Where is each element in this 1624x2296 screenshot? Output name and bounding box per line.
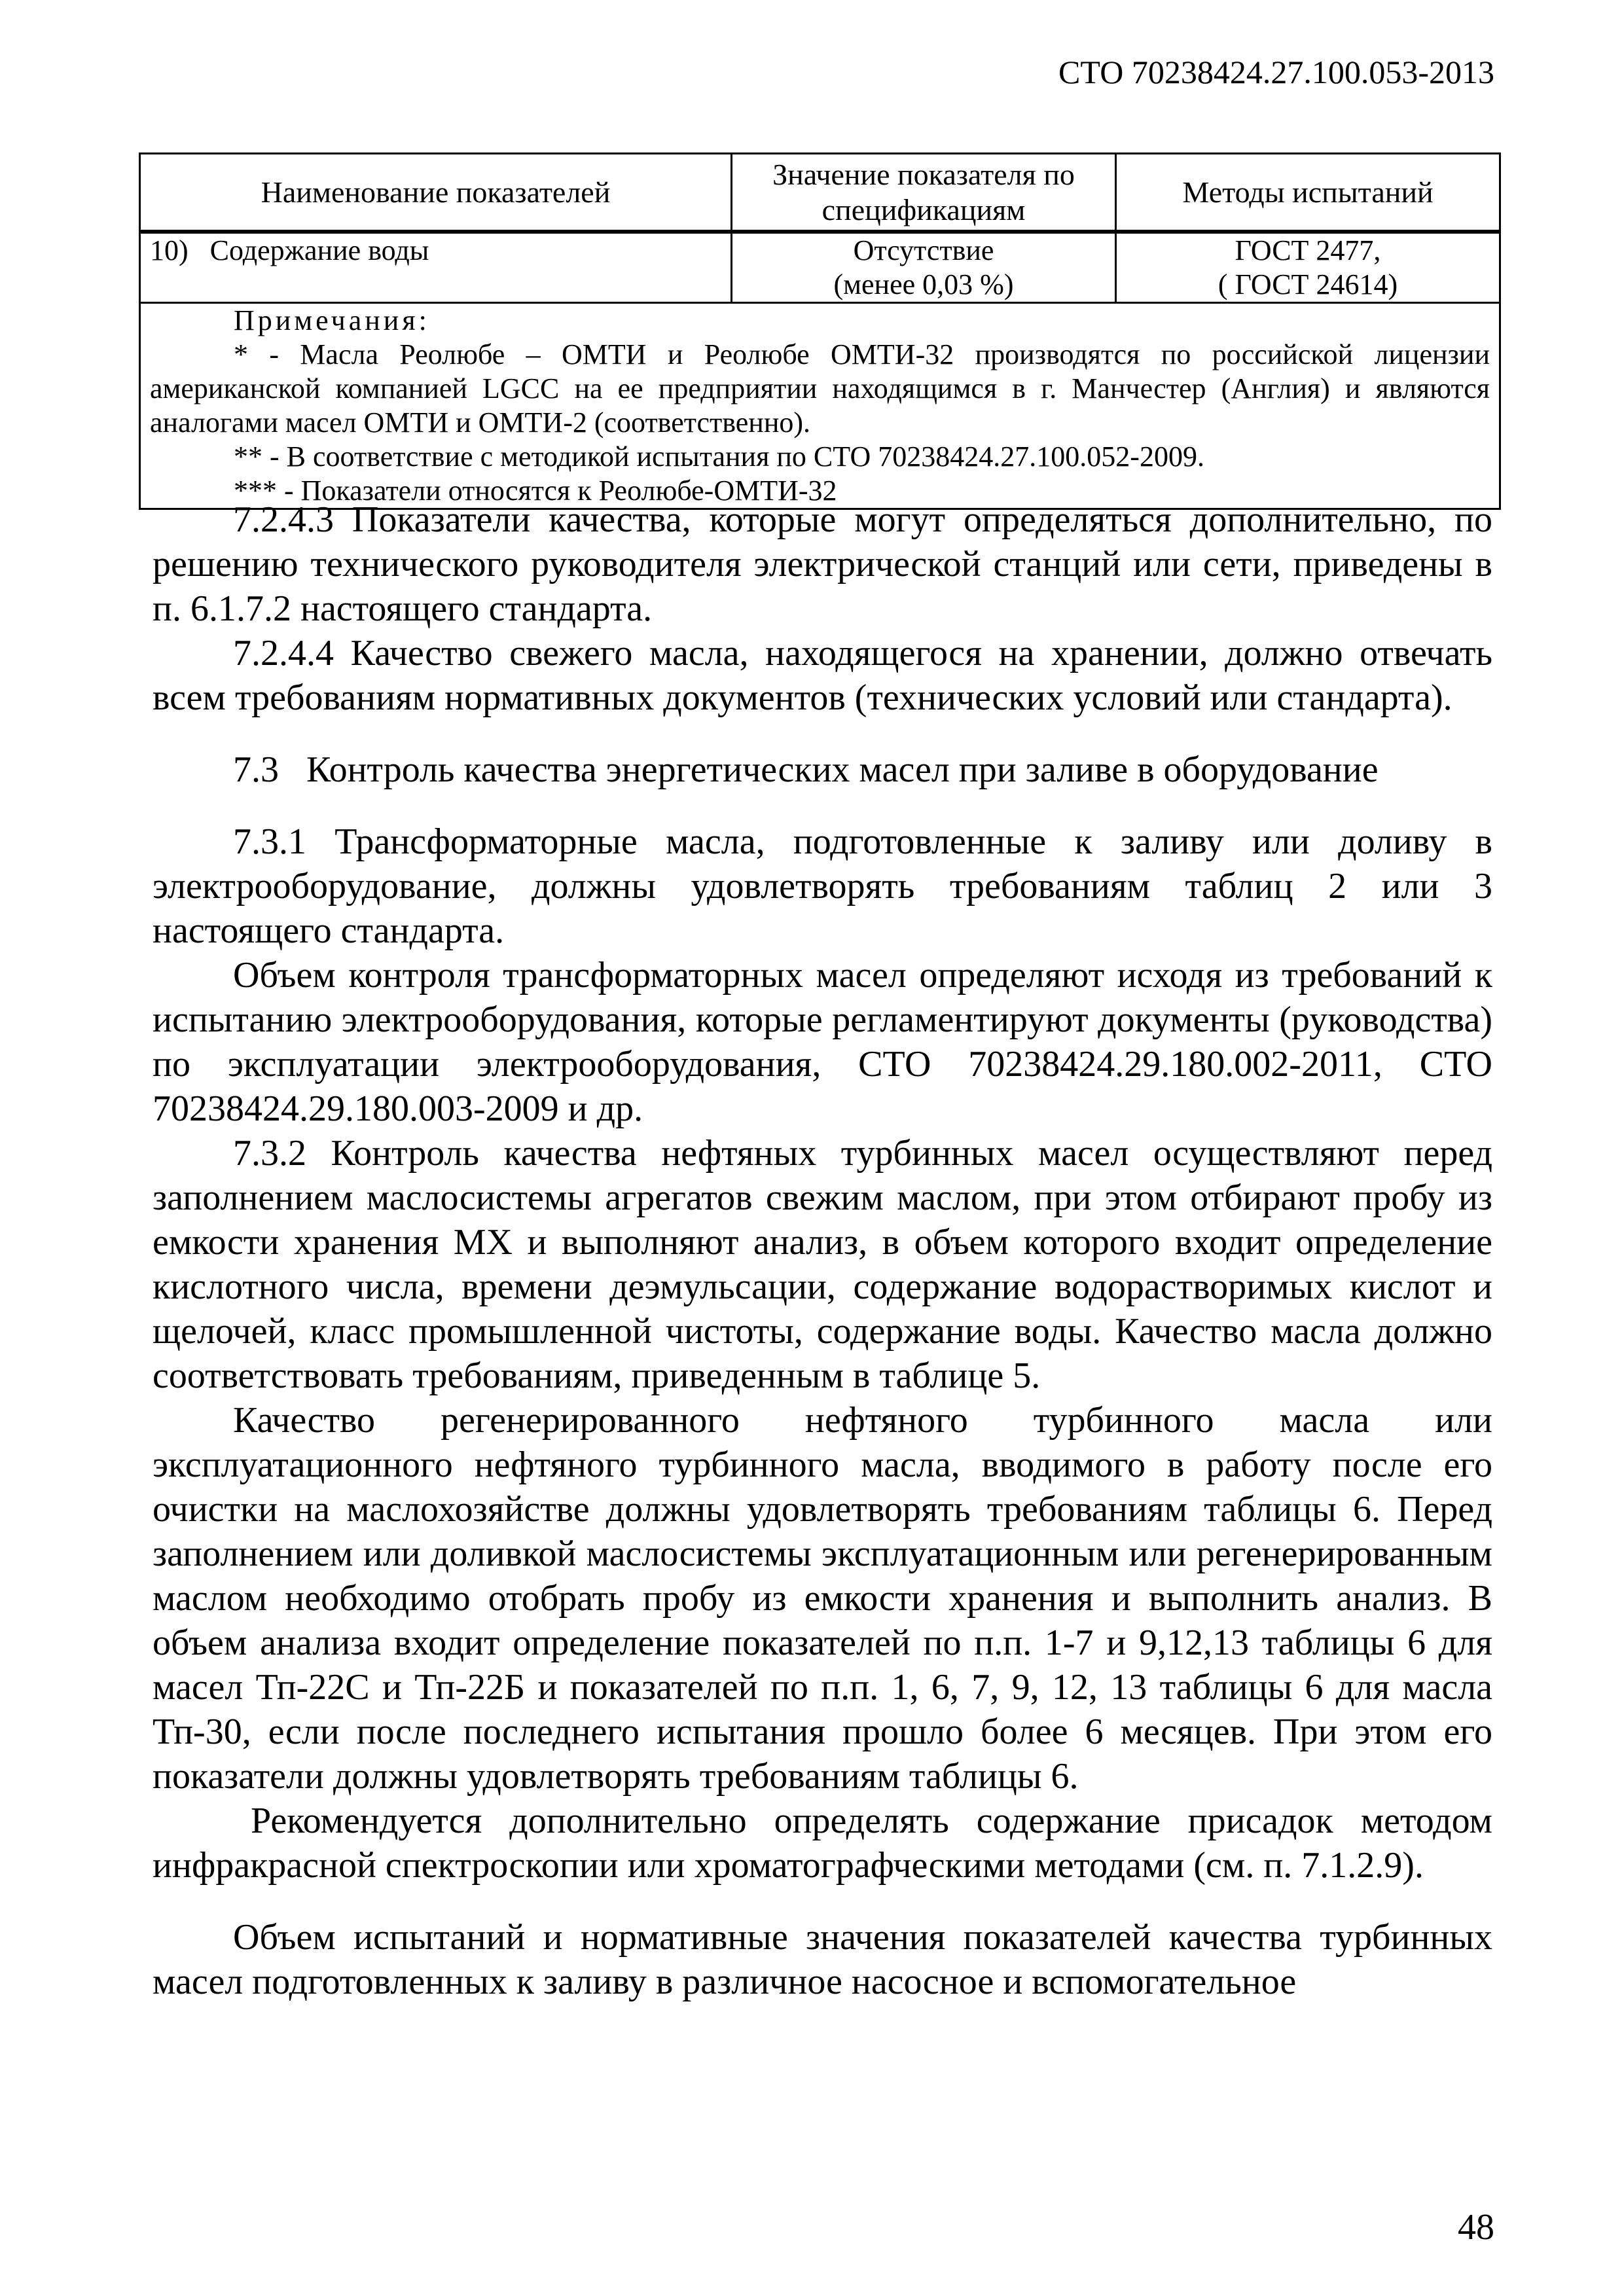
spec-value-line-2: (менее 0,03 %) xyxy=(833,268,1014,300)
paragraph-7-3-2: 7.3.2 Контроль качества нефтяных турбинных масел осуществляют перед заполнением маслосистемы агрегатов свежим маслом, при этом отбирают пробу из емкости хранения МХ и выполняют анализ, в объем которого входит определение кислотного числа, времени деэмульсации, содержание водорастворимых кислот и щелочей, класс промышленной чистоты, содержание воды. Качество масла должно соответствовать требованиям, приведенным в таблице 5. xyxy=(153,1133,1492,1396)
body-text xyxy=(153,497,1492,2004)
note-3: *** - Показатели относятся к Реолюбе-ОМТИ-32 xyxy=(234,475,837,507)
column-header-indicator-name: Наименование показателей xyxy=(140,154,732,232)
specification-table xyxy=(139,152,1501,510)
spec-value-line-1: Отсутствие xyxy=(853,234,994,266)
section-heading-7-3: 7.3 Контроль качества энергетических масел при заливе в оборудование xyxy=(233,749,1379,790)
column-header-test-methods: Методы испытаний xyxy=(1116,154,1500,232)
document-code-header: СТО 70238424.27.100.053-2013 xyxy=(1058,54,1494,90)
test-method-cell xyxy=(1116,232,1500,303)
indicator-name: 10) Содержание воды xyxy=(150,234,429,266)
paragraph-test-scope: Объем испытаний и нормативные значения показателей качества турбинных масел подготовленных к заливу в различное насосное и вспомогательное xyxy=(153,1917,1492,2002)
note-1: * - Масла Реолюбе – ОМТИ и Реолюбе ОМТИ-32 производятся по российской лицензии американской компанией LGCC на ее предприятии находящимся в г. Манчестер (Англия) и являются аналогами масел ОМТИ и ОМТИ-2 (соответственно). xyxy=(150,338,1490,439)
test-method-line-1: ГОСТ 2477, xyxy=(1235,234,1381,266)
test-method-line-2: ( ГОСТ 24614) xyxy=(1218,268,1398,300)
paragraph-7-2-4-3: 7.2.4.3 Показатели качества, которые могут определяться дополнительно, по решению технического руководителя электрической станций или сети, приведены в п. 6.1.7.2 настоящего стандарта. xyxy=(153,499,1492,629)
paragraph-recommendation: Рекомендуется дополнительно определять содержание присадок методом инфракрасной спектроскопии или хроматографческими методами (см. п. 7.1.2.9). xyxy=(153,1801,1492,1886)
indicator-name-cell xyxy=(140,232,732,303)
paragraph-regenerated-oil: Качество регенерированного нефтяного турбинного масла или эксплуатационного нефтяного турбинного масла, вводимого в работу после его очистки на маслохозяйстве должны удовлетворять требованиям таблицы 6. Перед заполнением или доливкой маслосистемы эксплуатационным или регенерированным маслом необходимо отобрать пробу из емкости хранения и выполнить анализ. В объем анализа входит определение показателей по п.п. 1-7 и 9,12,13 таблицы 6 для масел Тп-22С и Тп-22Б и показателей по п.п. 1, 6, 7, 9, 12, 13 таблицы 6 для масла Тп-30, если после последнего испытания прошло более 6 месяцев. При этом его показатели должны удовлетворять требованиям таблицы 6. xyxy=(153,1400,1492,1797)
notes-title: Примечания: xyxy=(234,304,430,336)
paragraph-7-3-1: 7.3.1 Трансформаторные масла, подготовленные к заливу или доливу в электрооборудование, должны удовлетворять требованиям таблиц 2 или 3 настоящего стандарта. xyxy=(153,821,1492,951)
note-2: ** - В соответствие с методикой испытания по СТО 70238424.27.100.052-2009. xyxy=(234,440,1204,473)
spec-value-cell xyxy=(732,232,1116,303)
paragraph-7-2-4-4: 7.2.4.4 Качество свежего масла, находящегося на хранении, должно отвечать всем требованиям нормативных документов (технических условий или стандарта). xyxy=(153,633,1492,718)
table-notes-cell xyxy=(140,303,1500,509)
table-row xyxy=(140,232,1500,303)
table-header-row xyxy=(140,154,1500,232)
page-number: 48 xyxy=(1458,2207,1494,2248)
column-header-spec-value: Значение показателя по спецификациям xyxy=(732,154,1116,232)
table-notes-row xyxy=(140,303,1500,509)
paragraph-transformer-oil-scope: Объем контроля трансформаторных масел определяют исходя из требований к испытанию электрооборудования, которые регламентируют документы (руководства) по эксплуатации электрооборудования, СТО 70238424.29.180.002-2011, СТО 70238424.29.180.003-2009 и др. xyxy=(153,955,1492,1129)
